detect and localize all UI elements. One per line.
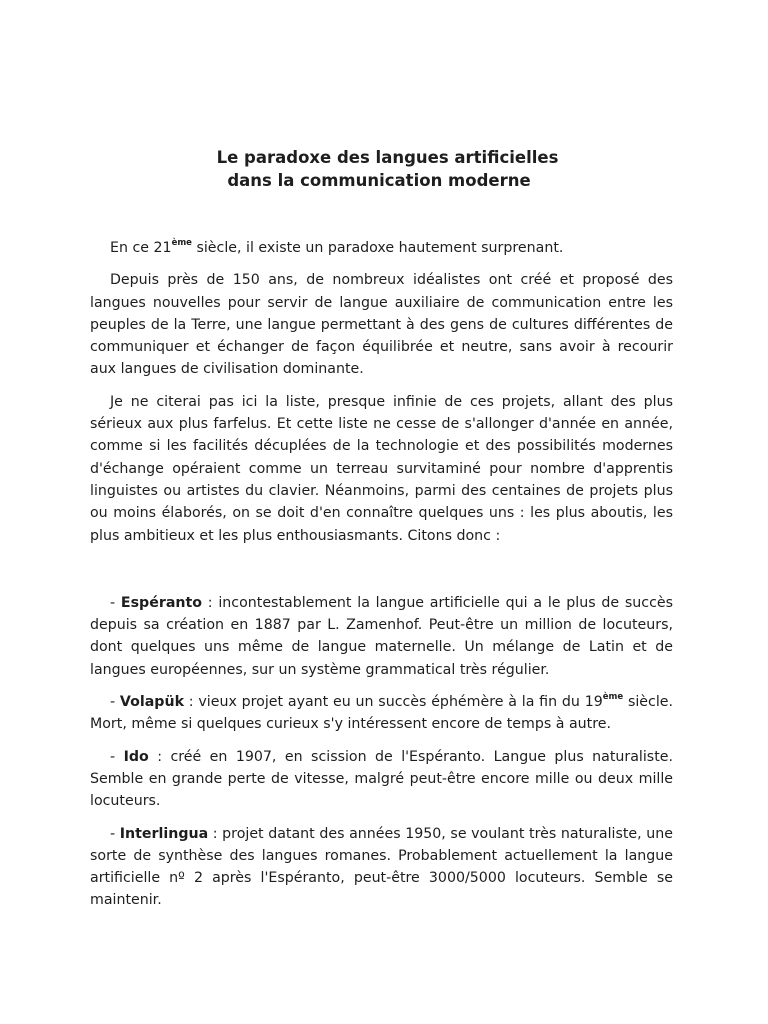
century-superscript: ème: [171, 238, 192, 248]
language-description-after: siècle. Mort, même si quelques curieux s'y intéressent encore de temps à autre.: [90, 694, 673, 733]
language-name: Espéranto: [120, 594, 203, 611]
language-item-volapuk: [90, 691, 673, 736]
intro-text-after: siècle, il existe un paradoxe hautement surprenant.: [191, 240, 564, 256]
list-dash: -: [110, 594, 121, 611]
section-spacer: [90, 557, 673, 592]
language-item-ido: [90, 746, 673, 813]
language-name: Volapük: [119, 694, 185, 711]
title-line-1: Le paradoxe des langues artificielles: [216, 148, 559, 167]
title-line-2: dans la communication moderne: [227, 171, 531, 190]
list-dash: -: [110, 748, 124, 765]
list-dash: -: [110, 694, 120, 711]
century-superscript: ème: [602, 692, 624, 703]
intro-text-before: En ce 21: [110, 240, 172, 256]
intro-paragraph-3: Je ne citerai pas ici la liste, presque infinie de ces projets, allant des plus sérieux aux plus farfelus. Et cette liste ne cesse de s'allonger d'année en année, comme si les facilités décuplées de la technologie et des possibilités modernes d'échange opéraient comme un terreau survitaminé pour nombre d'apprentis linguistes ou artistes du clavier. Néanmoins, parmi des centaines de projets plus ou moins élaborés, on se doit d'en connaître quelques uns : les plus aboutis, les plus ambitieux et les plus enthousiasmants. Citons donc :: [90, 393, 673, 544]
language-description: : projet datant des années 1950, se voulant très naturaliste, une sorte de synthèse des langues romanes. Probablement actuellement la langue artificielle nº 2 après l'Espéranto, peut-être 3000/5000 locuteurs. Semble se maintenir.: [90, 825, 673, 909]
language-name: Interlingua: [119, 825, 209, 842]
intro-paragraph-1: [90, 237, 673, 259]
intro-paragraph-2: Depuis près de 150 ans, de nombreux idéalistes ont créé et proposé des langues nouvelles pour servir de langue auxiliaire de communication entre les peuples de la Terre, une langue permettant à des gens de cultures différentes de communiquer et échanger de façon équilibrée et neutre, sans avoir à recourir aux langues de civilisation dominante.: [90, 272, 673, 378]
list-dash: -: [110, 825, 120, 842]
language-description-before: : vieux projet ayant eu un succès éphémère à la fin du 19: [184, 694, 603, 711]
document-title: [90, 146, 673, 192]
document-page: [90, 146, 673, 922]
language-name: Ido: [123, 748, 149, 765]
language-item-esperanto: [90, 592, 673, 681]
language-item-interlingua: [90, 823, 673, 912]
language-description: : créé en 1907, en scission de l'Espéranto. Langue plus naturaliste. Semble en grande perte de vitesse, malgré peut-être encore mille ou deux mille locuteurs.: [90, 748, 673, 810]
language-description: : incontestablement la langue artificielle qui a le plus de succès depuis sa création en 1887 par L. Zamenhof. Peut-être un million de locuteurs, dont quelques uns même de langue maternelle. Un mélange de Latin et de langues européennes, sur un système grammatical très régulier.: [90, 594, 673, 678]
